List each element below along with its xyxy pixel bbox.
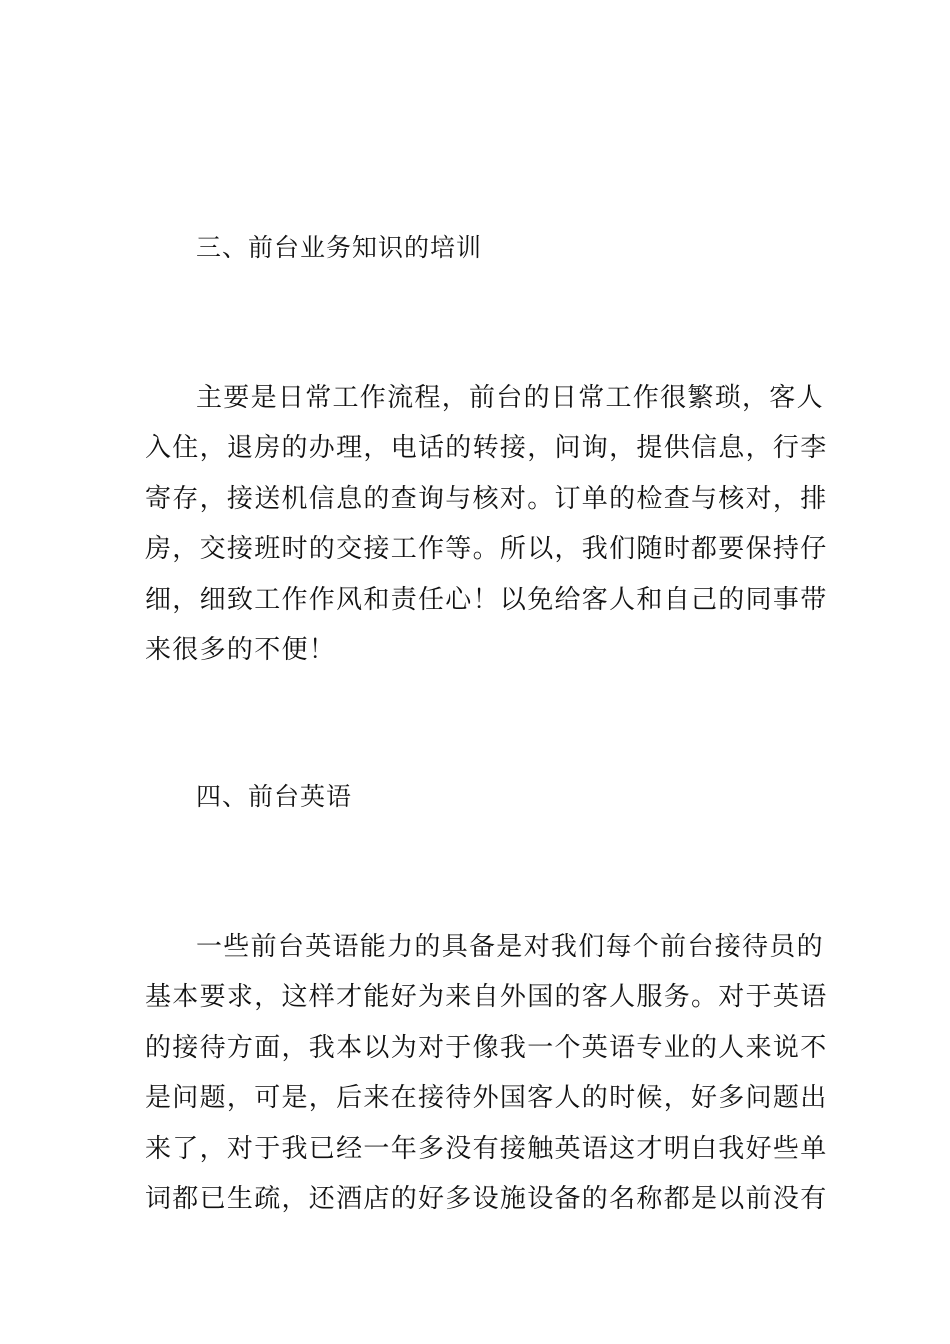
paragraph-line: 基本要求，这样才能好为来自外国的客人服务。对于英语 <box>145 982 828 1013</box>
paragraph-line: 寄存，接送机信息的查询与核对。订单的检查与核对，排 <box>145 483 828 514</box>
paragraph-line: 细，细致工作作风和责任心！以免给客人和自己的同事带 <box>145 584 828 615</box>
paragraph-line: 房，交接班时的交接工作等。所以，我们随时都要保持仔 <box>145 534 828 565</box>
section-paragraph <box>145 927 828 1229</box>
paragraph-line: 来很多的不便！ <box>145 634 337 665</box>
paragraph-line: 是问题，可是，后来在接待外国客人的时候，好多问题出 <box>145 1083 828 1114</box>
paragraph-line: 入住，退房的办理，电话的转接，问询，提供信息，行李 <box>145 433 828 464</box>
paragraph-line: 来了，对于我已经一年多没有接触英语这才明白我好些单 <box>145 1133 828 1164</box>
section-paragraph <box>145 378 828 680</box>
section-heading: 四、前台英语 <box>196 782 353 811</box>
paragraph-line: 一些前台英语能力的具备是对我们每个前台接待员的 <box>196 932 824 962</box>
paragraph-line: 主要是日常工作流程，前台的日常工作很繁琐，客人 <box>196 383 824 413</box>
paragraph-line: 的接待方面，我本以为对于像我一个英语专业的人来说不 <box>145 1032 828 1063</box>
paragraph-line: 词都已生疏，还酒店的好多设施设备的名称都是以前没有 <box>145 1183 828 1214</box>
section-heading: 三、前台业务知识的培训 <box>196 233 483 262</box>
